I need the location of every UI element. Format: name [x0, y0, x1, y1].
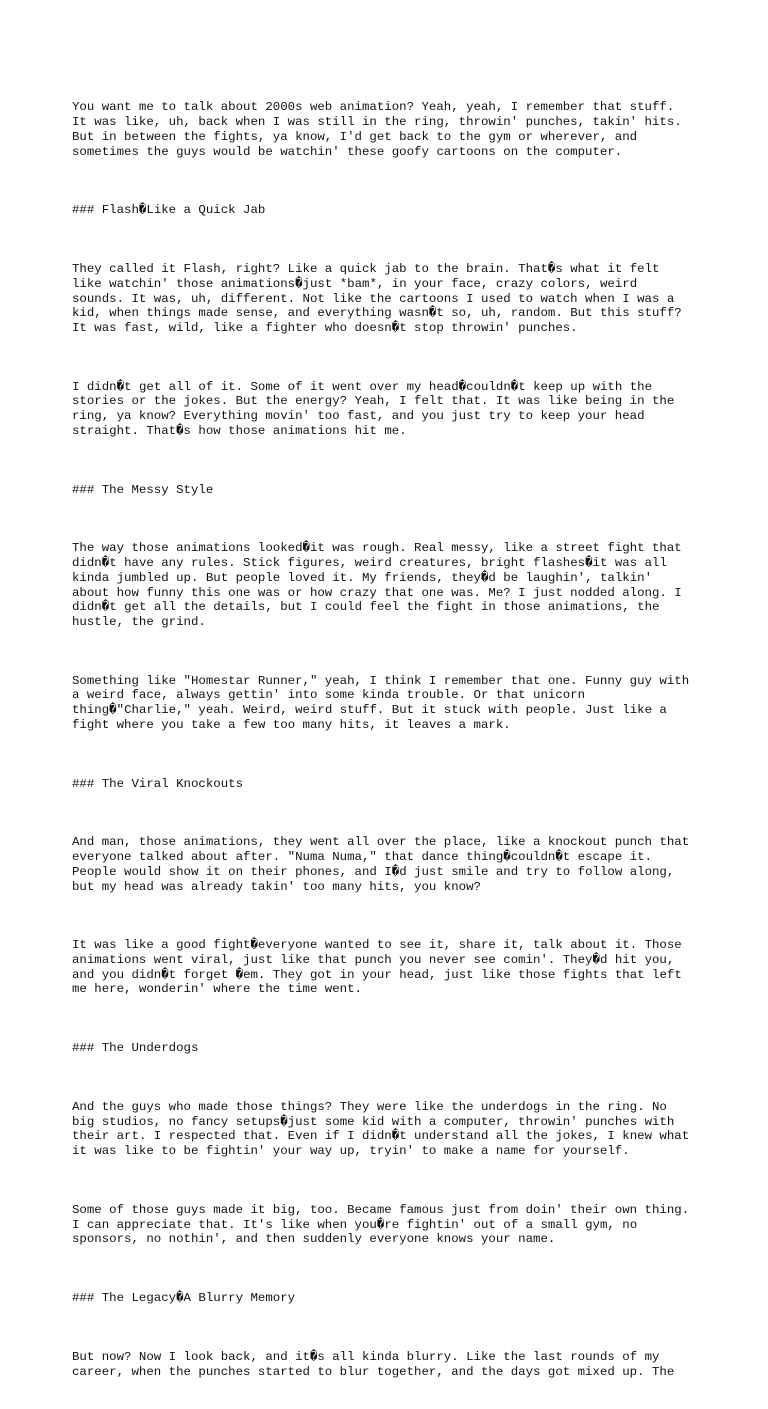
heading-flash: ### Flash�Like a Quick Jab [72, 203, 266, 218]
paragraph-flash-1: They called it Flash, right? Like a quick jab to the brain. That�s what it felt like watchin' those animations�just *bam*, in your face, crazy colors, weird sounds. It was, uh, different. Not like the cartoons I used to watch when I was a kid, when things made sense, and everything wasn�t so, uh, random. But this stuff? It was fast, wild, like a fighter who doesn�t stop throwin' punches. [72, 262, 682, 335]
paragraph-messy-2: Something like "Homestar Runner," yeah, I think I remember that one. Funny guy with a weird face, always gettin' into some kinda trouble. Or that unicorn thing�"Charlie," yeah. Weird, weird stuff. But it stuck with people. Just like a fight where you take a few too many hits, it leaves a mark. [72, 673, 690, 732]
paragraph-viral-2: It was like a good fight�everyone wanted to see it, share it, talk about it. Those animations went viral, just like that punch you never see comin'. They�d hit you, and you didn�t forget �em. They got in your head, just like those fights that left me here, wonderin' where the time went. [72, 938, 682, 997]
paragraph-messy-1: The way those animations looked�it was rough. Real messy, like a street fight that didn�t have any rules. Stick figures, weird creatures, bright flashes�it was all kinda jumbled up. But people loved it. My friends, they�d be laughin', talkin' about how funny this one was or how crazy that one was. Me? I just nodded along. I didn�t get all the details, but I could feel the fight in those animations, the hustle, the grind. [72, 541, 682, 629]
paragraph-flash-2: I didn�t get all of it. Some of it went over my head�couldn�t keep up with the stories or the jokes. But the energy? Yeah, I felt that. It was like being in the ring, ya know? Everything movin' too fast, and you just try to keep your head straight. That�s how those animations hit me. [72, 379, 675, 438]
heading-underdogs: ### The Underdogs [72, 1041, 199, 1056]
heading-messy-style: ### The Messy Style [72, 482, 214, 497]
heading-viral-knockouts: ### The Viral Knockouts [72, 776, 244, 791]
document-page [72, 71, 712, 1409]
paragraph-viral-1: And man, those animations, they went all over the place, like a knockout punch that everyone talked about after. "Numa Numa," that dance thing�couldn�t escape it. People would show it on their phones, and I�d just smile and try to follow along, but my head was already takin' too many hits, you know? [72, 835, 690, 894]
paragraph-underdogs-1: And the guys who made those things? They were like the underdogs in the ring. No big studios, no fancy setups�just some kid with a computer, throwin' punches with their art. I respected that. Even if I didn�t understand all the jokes, I knew what it was like to be fightin' your way up, tryin' to make a name for yourself. [72, 1100, 690, 1159]
paragraph-intro: You want me to talk about 2000s web animation? Yeah, yeah, I remember that stuff. It was like, uh, back when I was still in the ring, throwin' punches, takin' hits. But in between the fights, ya know, I'd get back to the gym or wherever, and sometimes the guys would be watchin' these goofy cartoons on the computer. [72, 100, 682, 159]
paragraph-legacy-1: But now? Now I look back, and it�s all kinda blurry. Like the last rounds of my career, when the punches started to blur together, and the days got mixed up. The [72, 1349, 675, 1379]
heading-legacy: ### The Legacy�A Blurry Memory [72, 1291, 296, 1306]
paragraph-underdogs-2: Some of those guys made it big, too. Became famous just from doin' their own thing. I can appreciate that. It's like when you�re fightin' out of a small gym, no sponsors, no nothin', and then suddenly everyone knows your name. [72, 1202, 690, 1247]
